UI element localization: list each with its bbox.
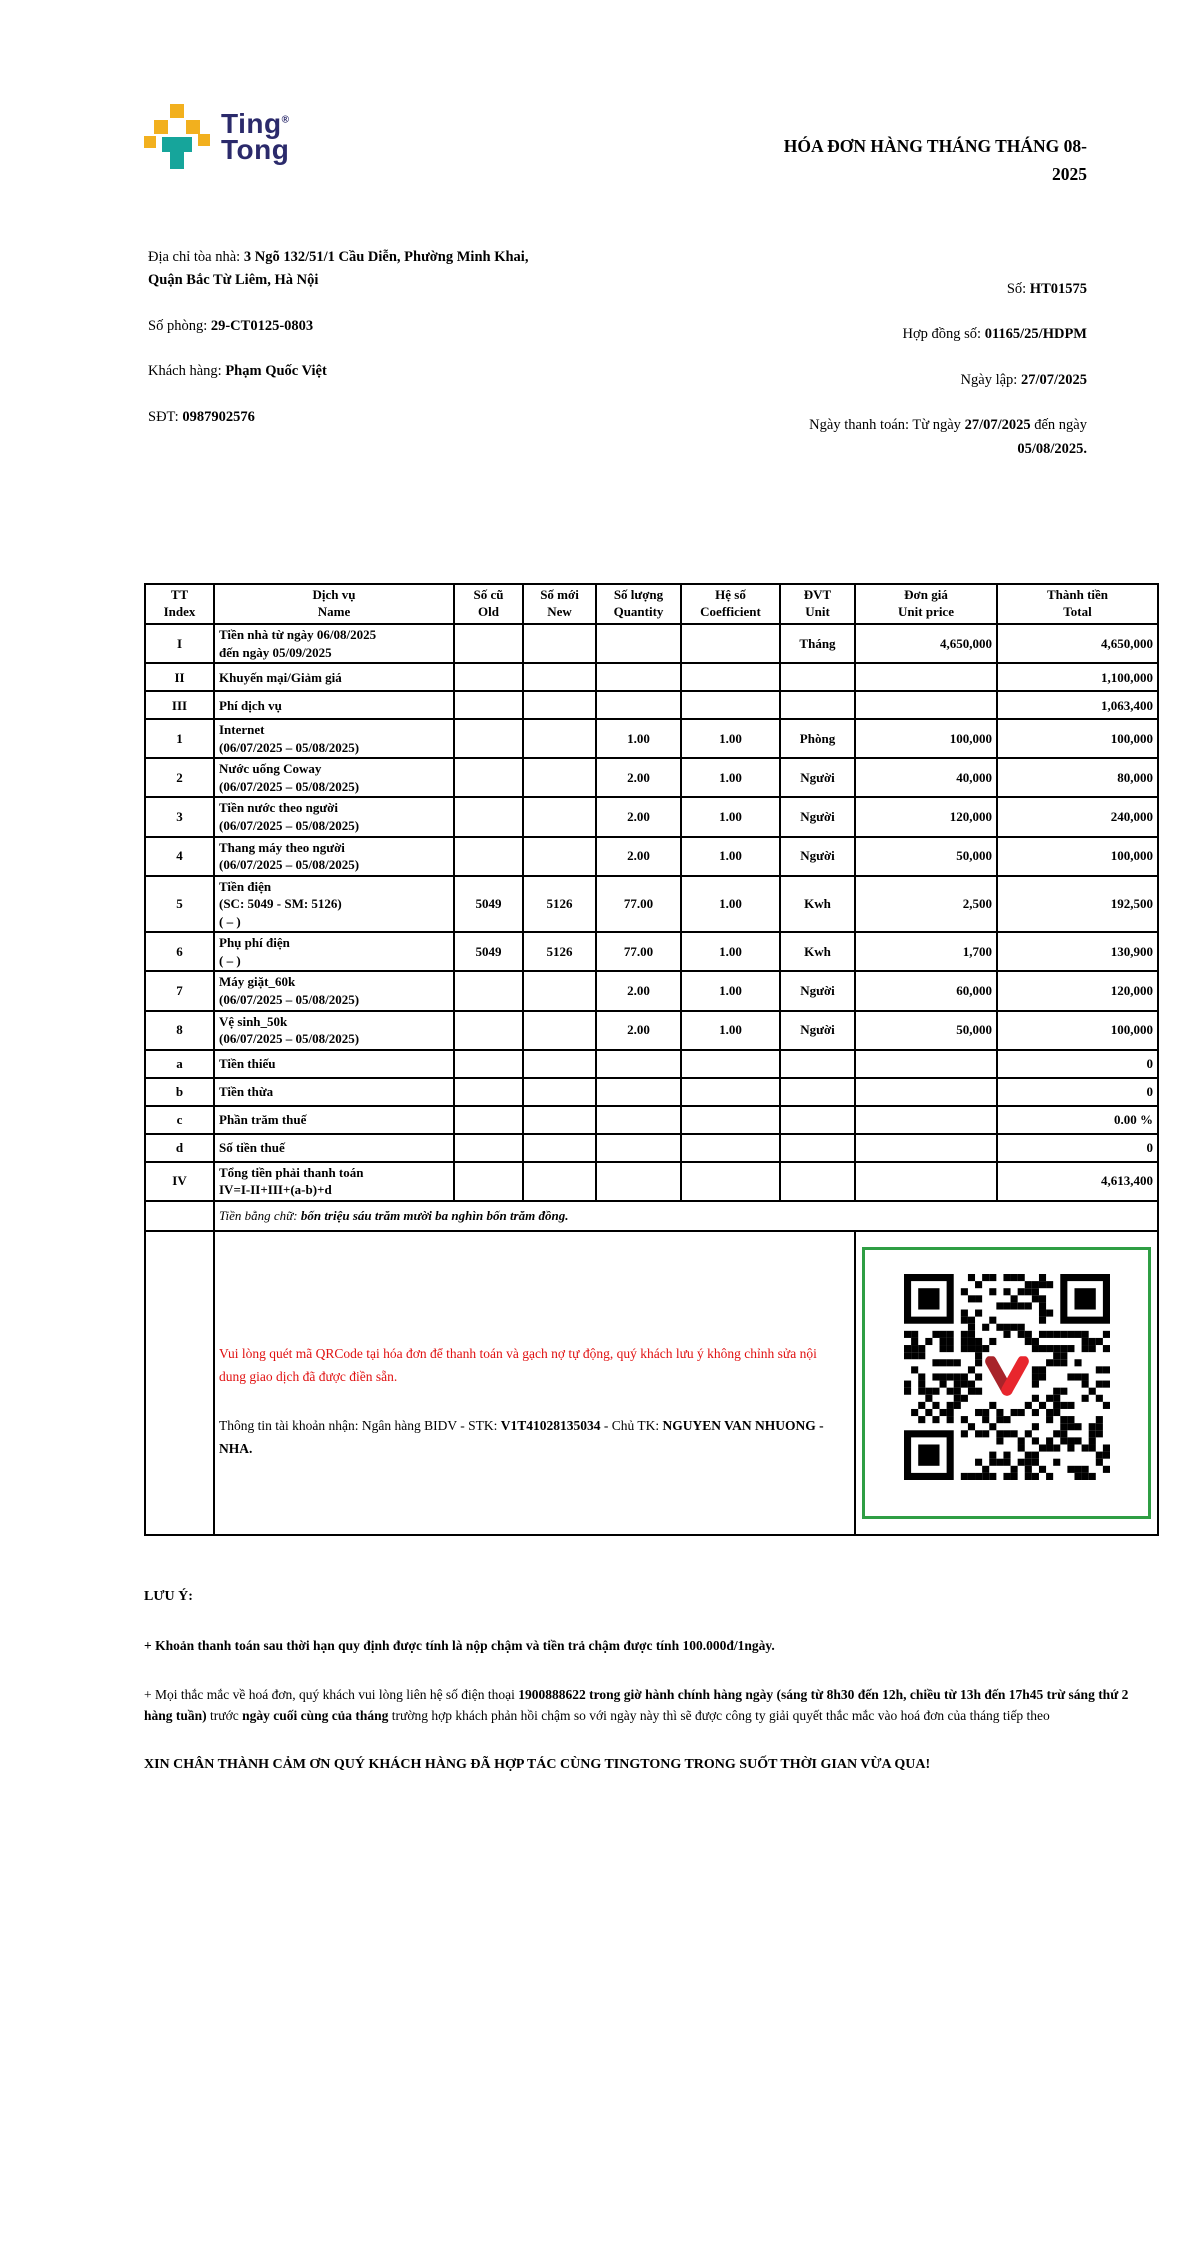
cell-qty: 2.00 xyxy=(596,758,681,797)
cell-total: 4,650,000 xyxy=(997,624,1158,663)
cell-qty: 77.00 xyxy=(596,876,681,933)
cell-price xyxy=(855,663,997,691)
cell-old xyxy=(454,663,523,691)
cell-unit: Người xyxy=(780,971,855,1010)
cell-price xyxy=(855,1134,997,1162)
cell-new xyxy=(523,1106,596,1134)
cell-price xyxy=(855,1162,997,1201)
cell-coef: 1.00 xyxy=(681,758,780,797)
cell-unit: Người xyxy=(780,837,855,876)
cell-old: 5049 xyxy=(454,932,523,971)
cell-tt: IV xyxy=(145,1162,214,1201)
customer-name: Khách hàng: Phạm Quốc Việt xyxy=(148,363,327,380)
building-address: Địa chỉ tòa nhà: 3 Ngõ 132/51/1 Cầu Diễn, Phường Minh Khai, Quận Bắc Từ Liêm, Hà Nội xyxy=(148,249,529,289)
cell-old xyxy=(454,1011,523,1050)
cell-qty: 2.00 xyxy=(596,837,681,876)
invoice-table xyxy=(144,583,1159,1535)
cell-new xyxy=(523,1050,596,1078)
cell-name: Phí dịch vụ xyxy=(214,691,454,719)
invoice-table-body xyxy=(145,624,1158,1534)
cell-coef xyxy=(681,691,780,719)
invoice-row xyxy=(145,624,1158,663)
cell-tt: 2 xyxy=(145,758,214,797)
invoice-row xyxy=(145,1134,1158,1162)
cell-coef: 1.00 xyxy=(681,932,780,971)
cell-unit: Kwh xyxy=(780,876,855,933)
cell-unit: Người xyxy=(780,758,855,797)
cell-coef xyxy=(681,1078,780,1106)
cell-name: Phụ phí điện ( – ) xyxy=(214,932,454,971)
cell-total: 0 xyxy=(997,1134,1158,1162)
cell-qty xyxy=(596,1078,681,1106)
cell-price: 100,000 xyxy=(855,719,997,758)
cell-unit: Tháng xyxy=(780,624,855,663)
cell-total: 0 xyxy=(997,1078,1158,1106)
cell-qty xyxy=(596,1134,681,1162)
cell-tt: III xyxy=(145,691,214,719)
qr-payment-note: Vui lòng quét mã QRCode tại hóa đơn để thanh toán và gạch nợ tự động, quý khách lưu ý không chỉnh sửa nội dung giao dịch đã được điền sẵn. xyxy=(219,1345,817,1384)
tingtong-logo-text: Ting® Tong xyxy=(221,107,290,165)
invoice-row xyxy=(145,719,1158,758)
cell-qty xyxy=(596,1050,681,1078)
phone-number: SĐT: 0987902576 xyxy=(148,408,255,425)
cell-new xyxy=(523,797,596,836)
cell-old: 5049 xyxy=(454,876,523,933)
cell-tt: a xyxy=(145,1050,214,1078)
late-payment-note: + Khoản thanh toán sau thời hạn quy định được tính là nộp chậm và tiền trả chậm được tính 100.000đ/1ngày. xyxy=(144,1638,775,1654)
cell-name: Thang máy theo người (06/07/2025 – 05/08/2025) xyxy=(214,837,454,876)
cell-total: 240,000 xyxy=(997,797,1158,836)
issue-date: Ngày lập: 27/07/2025 xyxy=(960,371,1087,388)
cell-name: Khuyến mại/Giảm giá xyxy=(214,663,454,691)
cell-price: 60,000 xyxy=(855,971,997,1010)
cell-new xyxy=(523,1078,596,1106)
cell-price xyxy=(855,691,997,719)
cell-old xyxy=(454,719,523,758)
cell-tt: I xyxy=(145,624,214,663)
cell-tt: 3 xyxy=(145,797,214,836)
column-header: Dịch vụ Name xyxy=(214,584,454,624)
cell-total: 4,613,400 xyxy=(997,1162,1158,1201)
cell-total: 120,000 xyxy=(997,971,1158,1010)
invoice-row xyxy=(145,1106,1158,1134)
cell-qty: 1.00 xyxy=(596,719,681,758)
cell-qty: 77.00 xyxy=(596,932,681,971)
cell-tt: II xyxy=(145,663,214,691)
cell-qty xyxy=(596,1162,681,1201)
invoice-row xyxy=(145,971,1158,1010)
vietqr-v-icon xyxy=(984,1356,1030,1396)
cell-old xyxy=(454,797,523,836)
cell-new xyxy=(523,971,596,1010)
cell-new xyxy=(523,1134,596,1162)
cell-unit xyxy=(780,1134,855,1162)
cell-tt xyxy=(145,1201,214,1231)
invoice-row xyxy=(145,876,1158,933)
cell-total: 0.00 % xyxy=(997,1106,1158,1134)
cell-old xyxy=(454,1106,523,1134)
invoice-row xyxy=(145,663,1158,691)
cell-price xyxy=(855,1050,997,1078)
invoice-row xyxy=(145,1050,1158,1078)
cell-qty: 2.00 xyxy=(596,797,681,836)
cell-coef xyxy=(681,1134,780,1162)
room-number: Số phòng: 29-CT0125-0803 xyxy=(148,317,314,334)
cell-qty xyxy=(596,624,681,663)
invoice-row xyxy=(145,837,1158,876)
cell-name: Tổng tiền phải thanh toán IV=I-II+III+(a-b)+d xyxy=(214,1162,454,1201)
cell-name: Tiền thiếu xyxy=(214,1050,454,1078)
invoice-row xyxy=(145,691,1158,719)
tingtong-logo xyxy=(144,104,289,170)
cell-tt: 4 xyxy=(145,837,214,876)
cell-qty: 2.00 xyxy=(596,971,681,1010)
cell-name: Tiền nhà từ ngày 06/08/2025 đến ngày 05/09/2025 xyxy=(214,624,454,663)
cell-name: Số tiền thuế xyxy=(214,1134,454,1162)
cell-coef: 1.00 xyxy=(681,971,780,1010)
cell-total: 1,100,000 xyxy=(997,663,1158,691)
cell-new xyxy=(523,758,596,797)
cell-total: 130,900 xyxy=(997,932,1158,971)
invoice-title: HÓA ĐƠN HÀNG THÁNG THÁNG 08- 2025 xyxy=(783,136,1087,184)
header xyxy=(0,0,1200,188)
cell-unit xyxy=(780,1106,855,1134)
invoice-info xyxy=(0,188,1200,483)
column-header: Thành tiền Total xyxy=(997,584,1158,624)
cell-old xyxy=(454,1050,523,1078)
customer-info xyxy=(148,246,637,483)
cell-name: Máy giặt_60k (06/07/2025 – 05/08/2025) xyxy=(214,971,454,1010)
footer-notes xyxy=(144,1586,1136,1776)
cell-unit xyxy=(780,1050,855,1078)
cell-tt: c xyxy=(145,1106,214,1134)
cell-price: 1,700 xyxy=(855,932,997,971)
cell-new xyxy=(523,624,596,663)
cell-unit: Người xyxy=(780,797,855,836)
cell-total: 100,000 xyxy=(997,837,1158,876)
invoice-row xyxy=(145,797,1158,836)
invoice-meta xyxy=(637,246,1087,483)
cell-name: Nước uống Coway (06/07/2025 – 05/08/2025) xyxy=(214,758,454,797)
payment-instructions-cell xyxy=(214,1231,855,1535)
invoice-row xyxy=(145,1078,1158,1106)
hotline-note: + Mọi thắc mắc về hoá đơn, quý khách vui lòng liên hệ số điện thoại 1900888622 trong giờ hành chính hàng ngày (sáng từ 8h30 đến 12h, chiều từ 13h đến 17h45 trừ sáng thứ 2 hàng tuần) trước ngày cuối cùng của tháng trường hợp khách phản hồi chậm so với ngày này thì sẽ được công ty giải quyết thắc mắc vào hoá đơn của tháng tiếp theo xyxy=(144,1686,1129,1724)
cell-coef xyxy=(681,663,780,691)
qr-cell xyxy=(855,1231,1158,1535)
cell-name: Tiền nước theo người (06/07/2025 – 05/08/2025) xyxy=(214,797,454,836)
cell-price: 50,000 xyxy=(855,837,997,876)
cell-name: Phần trăm thuế xyxy=(214,1106,454,1134)
cell-new xyxy=(523,1011,596,1050)
cell-tt: 8 xyxy=(145,1011,214,1050)
cell-new xyxy=(523,837,596,876)
cell-tt: d xyxy=(145,1134,214,1162)
cell-price: 120,000 xyxy=(855,797,997,836)
cell-tt: 7 xyxy=(145,971,214,1010)
cell-name: Tiền điện (SC: 5049 - SM: 5126) ( – ) xyxy=(214,876,454,933)
cell-unit: Phòng xyxy=(780,719,855,758)
contract-number: Hợp đồng số: 01165/25/HDPM xyxy=(902,326,1087,343)
cell-old xyxy=(454,1162,523,1201)
column-header: ĐVT Unit xyxy=(780,584,855,624)
table-header-row xyxy=(145,584,1158,624)
cell-unit: Kwh xyxy=(780,932,855,971)
cell-total: 80,000 xyxy=(997,758,1158,797)
column-header: TT Index xyxy=(145,584,214,624)
cell-name: Internet (06/07/2025 – 05/08/2025) xyxy=(214,719,454,758)
cell-tt xyxy=(145,1231,214,1535)
cell-qty xyxy=(596,1106,681,1134)
column-header: Số cũ Old xyxy=(454,584,523,624)
cell-old xyxy=(454,837,523,876)
column-header: Hệ số Coefficient xyxy=(681,584,780,624)
cell-total: 192,500 xyxy=(997,876,1158,933)
cell-old xyxy=(454,1078,523,1106)
amount-words-row xyxy=(145,1201,1158,1231)
payment-period: Ngày thanh toán: Từ ngày 27/07/2025 đến ngày 05/08/2025. xyxy=(809,417,1087,457)
note-heading: LƯU Ý: xyxy=(144,1588,193,1604)
cell-unit xyxy=(780,691,855,719)
cell-coef: 1.00 xyxy=(681,719,780,758)
cell-qty xyxy=(596,691,681,719)
cell-old xyxy=(454,691,523,719)
cell-tt: 1 xyxy=(145,719,214,758)
invoice-row xyxy=(145,1011,1158,1050)
column-header: Đơn giá Unit price xyxy=(855,584,997,624)
registered-mark: ® xyxy=(281,114,290,126)
cell-qty xyxy=(596,663,681,691)
cell-unit xyxy=(780,1078,855,1106)
cell-price xyxy=(855,1078,997,1106)
cell-coef: 1.00 xyxy=(681,876,780,933)
cell-price: 4,650,000 xyxy=(855,624,997,663)
cell-coef: 1.00 xyxy=(681,837,780,876)
bank-account-info: Thông tin tài khoản nhận: Ngân hàng BIDV - STK: V1T41028135034 - Chủ TK: NGUYEN VAN NHUONG - NHA. xyxy=(219,1417,824,1456)
cell-tt: b xyxy=(145,1078,214,1106)
cell-price: 2,500 xyxy=(855,876,997,933)
cell-coef: 1.00 xyxy=(681,797,780,836)
cell-coef: 1.00 xyxy=(681,1011,780,1050)
cell-unit xyxy=(780,1162,855,1201)
cell-old xyxy=(454,624,523,663)
cell-new xyxy=(523,691,596,719)
cell-name: Vệ sinh_50k (06/07/2025 – 05/08/2025) xyxy=(214,1011,454,1050)
invoice-row xyxy=(145,1162,1158,1201)
cell-new: 5126 xyxy=(523,932,596,971)
invoice-row xyxy=(145,932,1158,971)
cell-old xyxy=(454,758,523,797)
cell-new xyxy=(523,719,596,758)
qr-row xyxy=(145,1231,1158,1535)
qr-frame xyxy=(862,1247,1151,1519)
cell-qty: 2.00 xyxy=(596,1011,681,1050)
thank-you-note: XIN CHÂN THÀNH CẢM ƠN QUÝ KHÁCH HÀNG ĐÃ HỢP TÁC CÙNG TINGTONG TRONG SUỐT THỜI GIAN VỪA QUA! xyxy=(144,1756,931,1772)
cell-new: 5126 xyxy=(523,876,596,933)
cell-price xyxy=(855,1106,997,1134)
column-header: Số mới New xyxy=(523,584,596,624)
cell-new xyxy=(523,663,596,691)
cell-unit xyxy=(780,663,855,691)
cell-coef xyxy=(681,1050,780,1078)
cell-old xyxy=(454,971,523,1010)
cell-coef xyxy=(681,1162,780,1201)
tingtong-logo-icon xyxy=(144,104,210,170)
cell-total: 0 xyxy=(997,1050,1158,1078)
amount-in-words: Tiền bằng chữ: bốn triệu sáu trăm mười ba nghìn bốn trăm đồng. xyxy=(214,1201,1158,1231)
invoice-number: Số: HT01575 xyxy=(1006,281,1087,297)
cell-tt: 5 xyxy=(145,876,214,933)
cell-total: 1,063,400 xyxy=(997,691,1158,719)
column-header: Số lượng Quantity xyxy=(596,584,681,624)
cell-price: 50,000 xyxy=(855,1011,997,1050)
cell-new xyxy=(523,1162,596,1201)
cell-coef xyxy=(681,1106,780,1134)
cell-old xyxy=(454,1134,523,1162)
invoice-row xyxy=(145,758,1158,797)
cell-total: 100,000 xyxy=(997,719,1158,758)
cell-name: Tiền thừa xyxy=(214,1078,454,1106)
cell-tt: 6 xyxy=(145,932,214,971)
cell-coef xyxy=(681,624,780,663)
cell-price: 40,000 xyxy=(855,758,997,797)
cell-unit: Người xyxy=(780,1011,855,1050)
cell-total: 100,000 xyxy=(997,1011,1158,1050)
